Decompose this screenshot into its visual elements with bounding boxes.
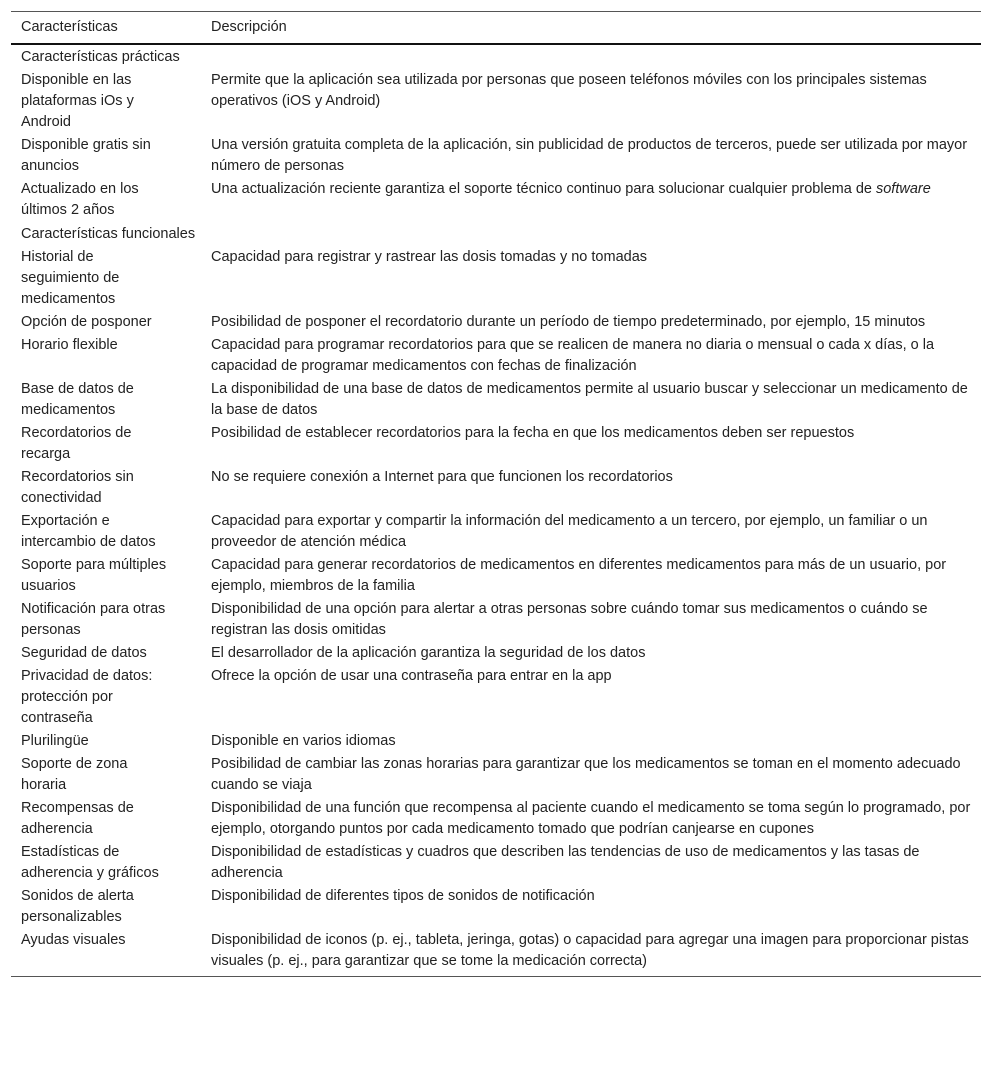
feature-cell: Soporte para múltiples usuarios [21,557,167,594]
table-row [11,929,981,977]
description-text: Capacidad para registrar y rastrear las dosis tomadas y no tomadas [211,249,648,265]
table-row [11,510,981,554]
description-cell [201,929,981,977]
description-text: Disponibilidad de iconos (p. ej., tableta, jeringa, gotas) o capacidad para agregar una imagen para proporcionar pistas visuales (p. ej., para garantizar que se tome la medicación correcta) [211,932,969,969]
feature-cell: Plurilingüe [21,733,89,749]
table-row [11,422,981,466]
feature-cell: Recordatorios sin conectividad [21,469,134,506]
description-text: Disponibilidad de una opción para alertar a otras personas sobre cuándo tomar sus medicamentos o cuándo se registran las dosis omitidas [211,601,928,638]
table-body [11,44,981,977]
table-row [11,134,981,178]
description-text: La disponibilidad de una base de datos de medicamentos permite al usuario buscar y seleccionar un medicamento de la base de datos [211,381,968,418]
description-text: Posibilidad de posponer el recordatorio durante un período de tiempo predeterminado, por ejemplo, 15 minutos [211,314,926,330]
table-row [11,598,981,642]
feature-cell: Privacidad de datos: protección por contraseña [21,668,153,726]
description-cell [201,841,981,885]
table-row [11,311,981,334]
description-cell [201,554,981,598]
description-cell [201,730,981,753]
description-cell [201,246,981,311]
section-row [11,222,981,246]
description-text: Disponible en varios idiomas [211,733,396,749]
description-cell [201,665,981,730]
description-text: Ofrece la opción de usar una contraseña para entrar en la app [211,668,612,684]
feature-cell: Notificación para otras personas [21,601,166,638]
section-title: Características prácticas [21,49,180,65]
table-row [11,69,981,134]
description-text: El desarrollador de la aplicación garantiza la seguridad de los datos [211,645,646,661]
feature-cell: Disponible en las plataformas iOs y Android [21,72,134,130]
feature-cell: Horario flexible [21,337,118,353]
features-table [11,11,981,977]
description-cell [201,598,981,642]
description-text: Una actualización reciente garantiza el soporte técnico continuo para solucionar cualquier problema de [211,181,876,197]
table-row [11,642,981,665]
description-text: Posibilidad de establecer recordatorios para la fecha en que los medicamentos deben ser repuestos [211,425,855,441]
description-text: Capacidad para exportar y compartir la información del medicamento a un tercero, por ejemplo, un familiar o un proveedor de atención médica [211,513,928,550]
description-cell [201,642,981,665]
table-row [11,554,981,598]
description-text: Capacidad para programar recordatorios para que se realicen de manera no diaria o mensual o cada x días, o la capacidad de programar medicamentos con fechas de finalización [211,337,935,374]
feature-cell: Seguridad de datos [21,645,147,661]
feature-cell: Opción de posponer [21,314,152,330]
table-row [11,885,981,929]
description-cell [201,510,981,554]
table-row [11,841,981,885]
table-row [11,178,981,222]
feature-cell: Recompensas de adherencia [21,800,134,837]
table-row [11,466,981,510]
feature-cell: Sonidos de alerta personalizables [21,888,134,925]
description-cell [201,378,981,422]
description-text: Capacidad para generar recordatorios de medicamentos en diferentes medicamentos para más de un usuario, por ejemplo, miembros de la familia [211,557,947,594]
description-cell [201,69,981,134]
description-cell [201,797,981,841]
feature-cell: Ayudas visuales [21,932,126,948]
description-text: Posibilidad de cambiar las zonas horarias para garantizar que los medicamentos se toman en el momento adecuado cuando se viaja [211,756,961,793]
description-text: Disponibilidad de estadísticas y cuadros que describen las tendencias de uso de medicamentos y las tasas de adherencia [211,844,920,881]
feature-cell: Soporte de zona horaria [21,756,128,793]
description-text: Disponibilidad de diferentes tipos de sonidos de notificación [211,888,595,904]
feature-cell: Base de datos de medicamentos [21,381,134,418]
column-header-features: Características [11,12,201,45]
table-row [11,753,981,797]
column-header-description: Descripción [201,12,981,45]
description-cell [201,753,981,797]
section-title: Características funcionales [21,226,196,242]
description-cell [201,885,981,929]
feature-cell: Actualizado en los últimos 2 años [21,181,139,218]
table-row [11,665,981,730]
description-italic-term: software [875,181,931,197]
feature-cell: Recordatorios de recarga [21,425,132,462]
feature-cell: Historial de seguimiento de medicamentos [21,249,120,307]
section-row [11,44,981,69]
description-cell [201,466,981,510]
description-text: No se requiere conexión a Internet para que funcionen los recordatorios [211,469,673,485]
description-cell [201,311,981,334]
table-row [11,246,981,311]
description-cell [201,178,981,222]
feature-cell: Exportación e intercambio de datos [21,513,156,550]
table-row [11,730,981,753]
feature-cell: Estadísticas de adherencia y gráficos [21,844,159,881]
description-cell [201,134,981,178]
description-text: Permite que la aplicación sea utilizada por personas que poseen teléfonos móviles con los principales sistemas operativos (iOS y Android) [211,72,927,109]
table-header-row [11,12,981,45]
table-row [11,378,981,422]
description-text: Disponibilidad de una función que recompensa al paciente cuando el medicamento se toma según lo programado, por ejemplo, otorgando puntos por cada medicamento tomado que podrían canjearse en cupones [211,800,971,837]
table-row [11,334,981,378]
description-text: Una versión gratuita completa de la aplicación, sin publicidad de productos de terceros, puede ser utilizada por mayor número de personas [211,137,968,174]
description-cell [201,422,981,466]
table-row [11,797,981,841]
feature-cell: Disponible gratis sin anuncios [21,137,151,174]
description-cell [201,334,981,378]
